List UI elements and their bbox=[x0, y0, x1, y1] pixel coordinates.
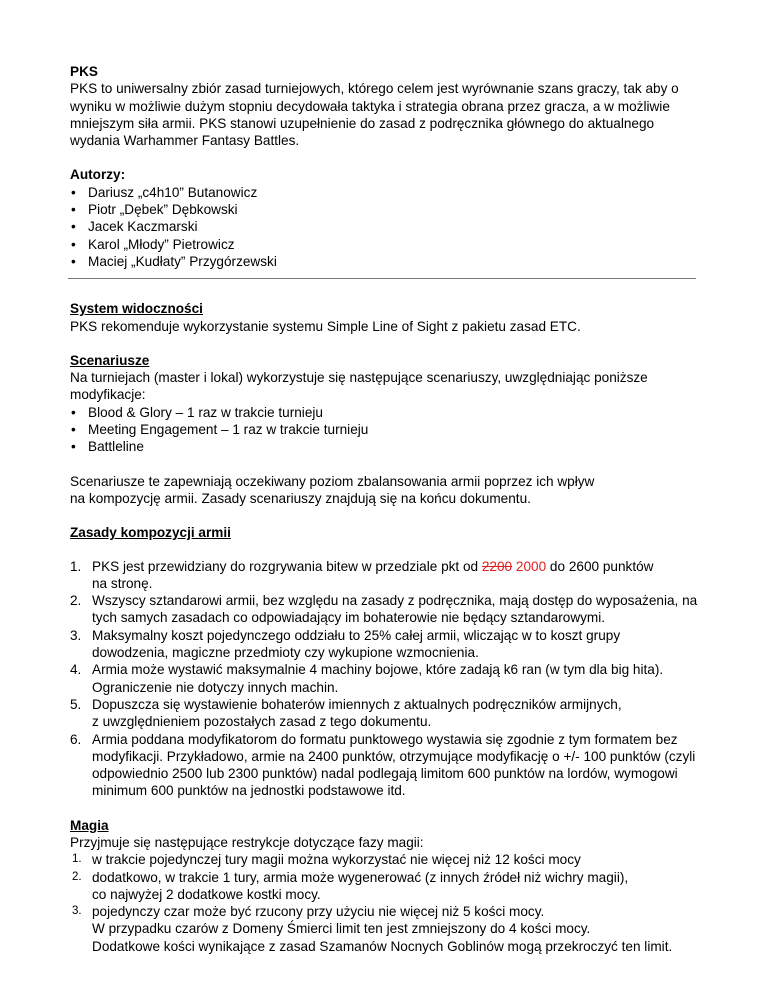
composition-rule bbox=[70, 661, 700, 696]
rule-number: 6. bbox=[70, 731, 82, 747]
magic-rule bbox=[70, 869, 700, 904]
scenario-item: • Blood & Glory – 1 raz w trakcie turnieju bbox=[70, 404, 700, 421]
pks-title: PKS bbox=[70, 64, 98, 79]
author-item: • Jacek Kaczmarski bbox=[70, 218, 700, 235]
composition-rule bbox=[70, 558, 700, 593]
composition-heading: Zasady kompozycji armii bbox=[70, 525, 231, 541]
magic-rule-number: 3. bbox=[72, 905, 82, 918]
scenario-item: • Battleline bbox=[70, 438, 700, 455]
rule-number: 3. bbox=[70, 627, 82, 643]
magic-rule-number: 2. bbox=[72, 870, 82, 883]
rule-text-continuation: na stronę. bbox=[92, 575, 153, 591]
rule-text-continuation: z uwzględnieniem pozostałych zasad z tego dokumentu. bbox=[92, 714, 432, 730]
rule-text: Dopuszcza się wystawienie bohaterów imiennych z aktualnych podręczników armijnych, bbox=[92, 696, 622, 712]
magic-rule bbox=[70, 851, 700, 868]
magic-rule-text: co najwyżej 2 dodatkowe kostki mocy. bbox=[92, 886, 321, 902]
document-page bbox=[70, 63, 700, 955]
rule-text bbox=[92, 558, 700, 575]
pks-description: PKS to uniwersalny zbiór zasad turniejowych, którego celem jest wyrównanie szans graczy, tak aby o wyniku w możliwie dużym stopniu decydowała taktyka i strategia obrana przez gracza, a w możliwie mniejszym siła armii. PKS stanowi uzupełnienie do zasad z podręcznika głównego do aktualnego wydania Warhammer Fantasy Battles. bbox=[70, 81, 679, 149]
composition-rule bbox=[70, 696, 700, 731]
author-item: • Dariusz „c4h10” Butanowicz bbox=[70, 184, 700, 201]
rule-text: Maksymalny koszt pojedynczego oddziału to 25% całej armii, wliczając w to koszt grupy dowodzenia, magiczne przedmioty czy wykupione wzmocnienia. bbox=[92, 627, 621, 661]
visibility-heading: System widoczności bbox=[70, 301, 203, 317]
scenarios-outro-line: na kompozycję armii. Zasady scenariuszy znajdują się na końcu dokumentu. bbox=[70, 490, 531, 506]
section-divider bbox=[68, 278, 696, 279]
magic-rule-number: 1. bbox=[72, 853, 82, 866]
rule-text: Armia poddana modyfikatorom do formatu punktowego wystawia się zgodnie z tym formatem bez modyfikacji. Przykładowo, armie na 2400 punktów, otrzymujące modyfikację o +/- 100 punktów (czyli odpowiednio 2500 lub 2300 punktów) nadal podlegają limitom 600 punktów na lordów, wymogowi minimum 600 punktów na jednostki podstawowe itd. bbox=[92, 731, 696, 799]
rule-number: 4. bbox=[70, 662, 82, 678]
magic-intro: Przyjmuje się następujące restrykcje dotyczące fazy magii: bbox=[70, 834, 424, 850]
inserted-value: 2000 bbox=[515, 558, 547, 574]
magic-rule-text: Dodatkowe kości wynikające z zasad Szamanów Nocnych Goblinów mogą przekroczyć ten limit. bbox=[92, 938, 673, 954]
magic-rules-list bbox=[70, 851, 700, 955]
magic-rule-text: w trakcie pojedynczej tury magii można wykorzystać nie więcej niż 12 kości mocy bbox=[92, 852, 581, 868]
authors-list bbox=[70, 184, 700, 270]
scenario-item: • Meeting Engagement – 1 raz w trakcie turnieju bbox=[70, 421, 700, 438]
magic-rule-text: dodatkowo, w trakcie 1 tury, armia może wygenerować (z innych źródeł niż wichry magii), bbox=[92, 869, 629, 885]
rule-text: Wszyscy sztandarowi armii, bez względu na zasady z podręcznika, mają dostęp do wyposażenia, na tych samych zasadach co odpowiadający im bohaterowie nie będący sztandarowymi. bbox=[92, 593, 698, 626]
rule-number: 1. bbox=[70, 558, 82, 574]
authors-heading: Autorzy: bbox=[70, 167, 126, 183]
rule-text: Armia może wystawić maksymalnie 4 machiny bojowe, które zadają k6 ran (w tym dla big hita). Ograniczenie nie dotyczy innych machin. bbox=[92, 662, 664, 695]
author-item: • Karol „Młody” Pietrowicz bbox=[70, 236, 700, 253]
magic-rule-text: pojedynczy czar może być rzucony przy użyciu nie więcej niż 5 kości mocy. bbox=[92, 904, 545, 920]
scenarios-section bbox=[70, 352, 700, 456]
scenarios-outro bbox=[70, 473, 700, 508]
magic-rule-text: W przypadku czarów z Domeny Śmierci limit ten jest zmniejszony do 4 kości mocy. bbox=[92, 921, 591, 937]
visibility-text: PKS rekomenduje wykorzystanie systemu Simple Line of Sight z pakietu zasad ETC. bbox=[70, 318, 581, 334]
deleted-value: 2200 bbox=[481, 558, 513, 574]
pks-section bbox=[70, 63, 700, 149]
authors-section bbox=[70, 166, 700, 270]
scenarios-intro: Na turniejach (master i lokal) wykorzystuje się następujące scenariuszy, uwzględniając poniższe modyfikacje: bbox=[70, 370, 648, 403]
composition-rule bbox=[70, 731, 700, 800]
rule-number: 2. bbox=[70, 593, 82, 609]
rule-text-before: PKS jest przewidziany do rozgrywania bitew w przedziale pkt od bbox=[92, 558, 482, 574]
rule-text-after: do 2600 punktów bbox=[546, 558, 654, 574]
composition-section bbox=[70, 524, 700, 799]
composition-rules-list bbox=[70, 558, 700, 800]
magic-heading: Magia bbox=[70, 817, 109, 833]
magic-rule bbox=[70, 903, 700, 955]
author-item: • Maciej „Kudłaty” Przygórzewski bbox=[70, 253, 700, 270]
scenarios-outro-line: Scenariusze te zapewniają oczekiwany poziom zbalansowania armii poprzez ich wpływ bbox=[70, 473, 595, 489]
composition-rule bbox=[70, 592, 700, 627]
magic-section bbox=[70, 817, 700, 955]
visibility-section bbox=[70, 300, 700, 335]
composition-rule bbox=[70, 627, 700, 662]
scenarios-heading: Scenariusze bbox=[70, 352, 150, 368]
scenarios-list bbox=[70, 404, 700, 456]
author-item: • Piotr „Dębek” Dębkowski bbox=[70, 201, 700, 218]
rule-number: 5. bbox=[70, 696, 82, 712]
